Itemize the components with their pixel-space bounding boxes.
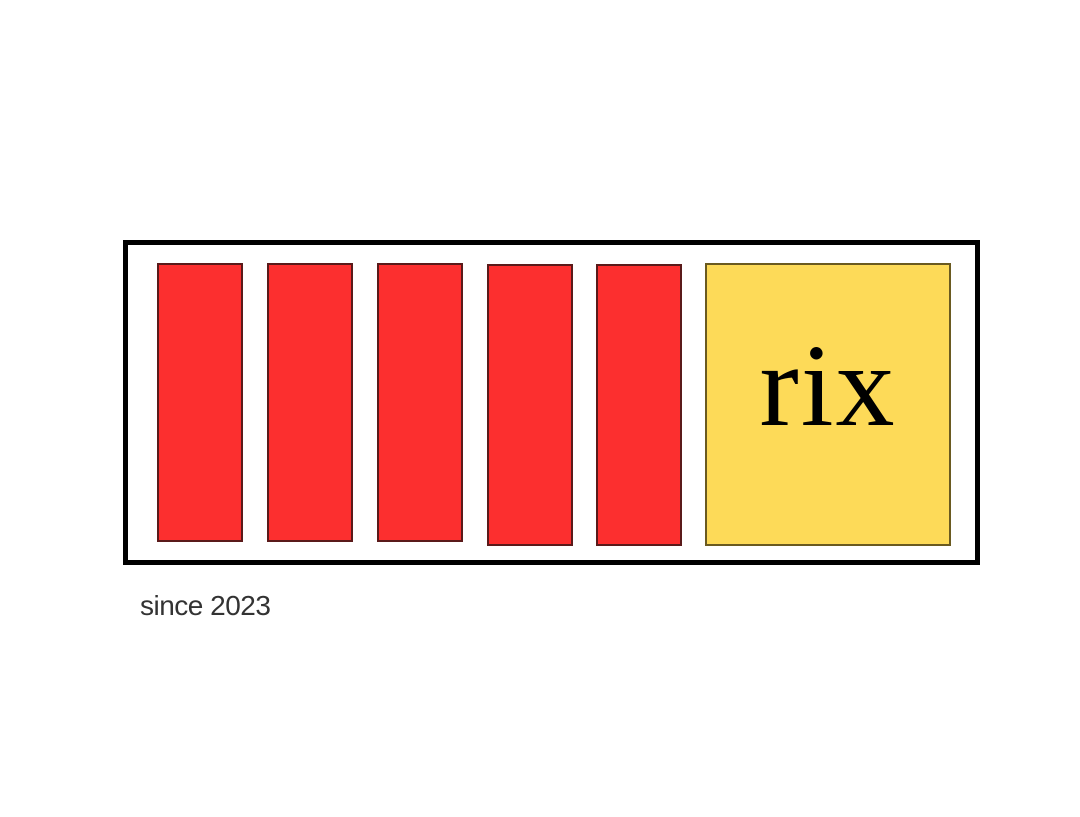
red-bar-2 <box>267 263 353 542</box>
wordmark: rix <box>759 320 897 451</box>
logo-frame <box>123 240 980 565</box>
wordmark-tile <box>705 263 951 546</box>
red-bar-5 <box>596 264 682 546</box>
red-bar-1 <box>157 263 243 542</box>
red-bar-4 <box>487 264 573 546</box>
red-bar-3 <box>377 263 463 542</box>
tagline: since 2023 <box>140 590 271 621</box>
